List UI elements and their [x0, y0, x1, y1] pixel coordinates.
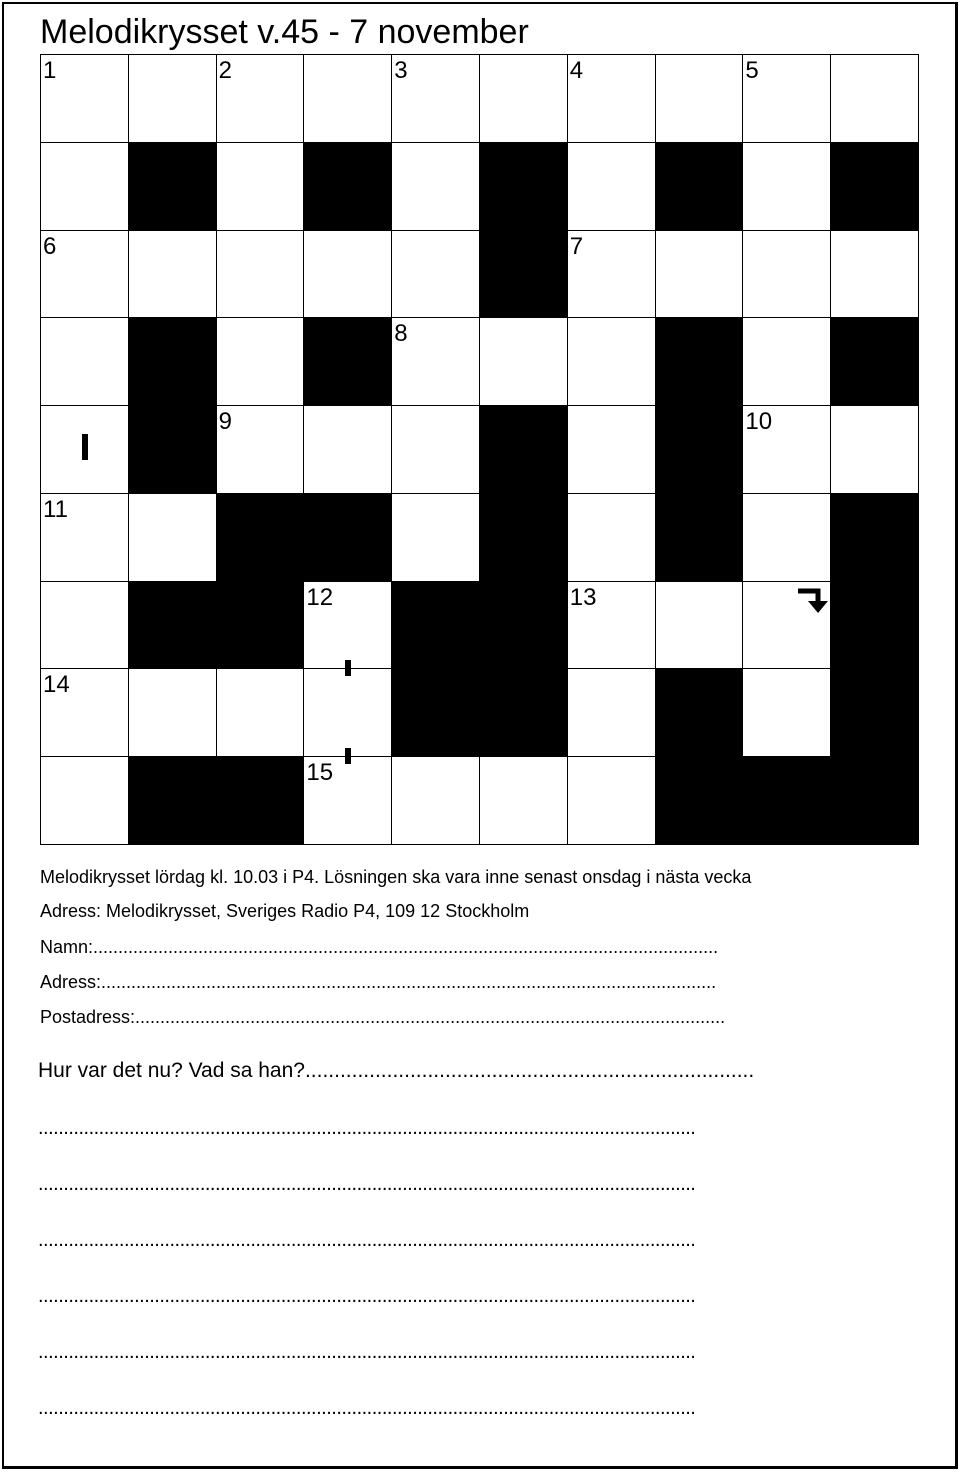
crossword-grid	[40, 54, 918, 844]
black-cell	[655, 142, 744, 231]
crossword-cell[interactable]	[40, 581, 129, 670]
question-line[interactable]: Hur var det nu? Vad sa han?.............................................................................	[38, 1059, 755, 1082]
crossword-cell[interactable]	[391, 493, 480, 582]
black-cell	[303, 142, 392, 231]
answer-line[interactable]: ..................................................................................................................................	[38, 1117, 696, 1139]
crossword-cell[interactable]	[479, 54, 568, 143]
crossword-cell[interactable]	[567, 317, 656, 406]
answer-line[interactable]: ..................................................................................................................................	[38, 1341, 696, 1363]
name-field[interactable]: Namn:.............................................................................................................................	[40, 937, 719, 957]
black-cell	[742, 756, 831, 845]
crossword-cell[interactable]	[303, 405, 392, 494]
word-separator-mark	[345, 660, 351, 676]
clue-number: 1	[43, 57, 57, 84]
black-cell	[655, 756, 744, 845]
black-cell	[479, 493, 568, 582]
crossword-cell[interactable]	[567, 581, 656, 670]
crossword-cell[interactable]	[655, 54, 744, 143]
crossword-cell[interactable]	[303, 230, 392, 319]
black-cell	[128, 405, 217, 494]
black-cell	[655, 668, 744, 757]
crossword-cell[interactable]	[567, 668, 656, 757]
clue-number: 11	[43, 495, 68, 523]
crossword-cell[interactable]	[40, 230, 129, 319]
address-field[interactable]: Adress:...........................................................................................................................	[40, 972, 717, 992]
black-cell	[830, 493, 919, 582]
crossword-cell[interactable]	[40, 493, 129, 582]
clue-number: 3	[394, 57, 408, 84]
crossword-cell[interactable]	[216, 317, 305, 406]
crossword-cell[interactable]	[391, 405, 480, 494]
clue-number: 4	[569, 57, 584, 84]
crossword-cell[interactable]	[567, 493, 656, 582]
clue-number: 13	[569, 583, 597, 611]
black-cell	[128, 756, 217, 845]
page-title: Melodikrysset v.45 - 7 november	[40, 13, 529, 51]
black-cell	[128, 317, 217, 406]
turn-arrow-icon	[796, 587, 830, 615]
clue-number: 10	[745, 408, 773, 436]
answer-line[interactable]: ..................................................................................................................................	[38, 1285, 696, 1307]
word-separator-mark	[82, 434, 88, 460]
crossword-cell[interactable]	[742, 405, 831, 494]
black-cell	[303, 317, 392, 406]
clue-number: 8	[394, 320, 408, 348]
crossword-cell[interactable]	[303, 54, 392, 143]
clue-number: 2	[218, 57, 232, 84]
info-line-schedule: Melodikrysset lördag kl. 10.03 i P4. Lösningen ska vara inne senast onsdag i nästa vecka	[40, 867, 752, 887]
black-cell	[830, 317, 919, 406]
black-cell	[655, 405, 744, 494]
crossword-cell[interactable]	[655, 230, 744, 319]
crossword-cell[interactable]	[742, 54, 831, 143]
crossword-cell[interactable]	[303, 756, 392, 845]
crossword-cell[interactable]	[303, 581, 392, 670]
black-cell	[479, 142, 568, 231]
answer-line[interactable]: ..................................................................................................................................	[38, 1173, 696, 1195]
info-line-address: Adress: Melodikrysset, Sveriges Radio P4, 109 12 Stockholm	[40, 901, 530, 921]
black-cell	[655, 317, 744, 406]
answer-line[interactable]: ..................................................................................................................................	[38, 1229, 696, 1251]
crossword-cell[interactable]	[479, 317, 568, 406]
black-cell	[830, 756, 919, 845]
crossword-cell[interactable]	[742, 142, 831, 231]
clue-number: 9	[218, 408, 232, 436]
crossword-cell[interactable]	[391, 54, 480, 143]
black-cell	[128, 581, 217, 670]
crossword-cell[interactable]	[216, 668, 305, 757]
crossword-cell[interactable]	[40, 317, 129, 406]
black-cell	[216, 493, 305, 582]
clue-number: 12	[306, 583, 334, 611]
black-cell	[479, 405, 568, 494]
black-cell	[830, 581, 919, 670]
crossword-cell[interactable]	[40, 142, 129, 231]
black-cell	[479, 581, 568, 670]
black-cell	[655, 493, 744, 582]
black-cell	[830, 668, 919, 757]
crossword-cell[interactable]	[391, 317, 480, 406]
crossword-cell[interactable]	[128, 493, 217, 582]
crossword-cell[interactable]	[128, 230, 217, 319]
crossword-cell[interactable]	[128, 54, 217, 143]
crossword-cell[interactable]	[216, 230, 305, 319]
crossword-cell[interactable]	[40, 756, 129, 845]
answer-line[interactable]: ..................................................................................................................................	[38, 1397, 696, 1419]
clue-number: 14	[43, 671, 70, 699]
crossword-cell[interactable]	[40, 54, 129, 143]
crossword-cell[interactable]	[40, 668, 129, 757]
crossword-cell[interactable]	[655, 581, 744, 670]
clue-number: 7	[569, 232, 584, 260]
crossword-cell[interactable]	[479, 756, 568, 845]
black-cell	[128, 142, 217, 231]
crossword-cell[interactable]	[830, 54, 919, 143]
crossword-cell[interactable]	[391, 230, 480, 319]
crossword-cell[interactable]	[742, 230, 831, 319]
crossword-cell[interactable]	[567, 54, 656, 143]
black-cell	[479, 230, 568, 319]
crossword-cell[interactable]	[742, 668, 831, 757]
black-cell	[216, 581, 305, 670]
crossword-cell[interactable]	[128, 668, 217, 757]
crossword-cell[interactable]	[391, 756, 480, 845]
crossword-cell[interactable]	[742, 317, 831, 406]
black-cell	[216, 756, 305, 845]
crossword-cell[interactable]	[567, 756, 656, 845]
black-cell	[303, 493, 392, 582]
crossword-cell[interactable]	[567, 230, 656, 319]
crossword-cell[interactable]	[830, 405, 919, 494]
crossword-cell[interactable]	[742, 493, 831, 582]
black-cell	[479, 668, 568, 757]
black-cell	[830, 142, 919, 231]
crossword-cell[interactable]	[216, 405, 305, 494]
clue-number: 5	[745, 57, 759, 84]
crossword-cell[interactable]	[391, 142, 480, 231]
crossword-cell[interactable]	[216, 54, 305, 143]
clue-number: 15	[306, 759, 334, 787]
clue-number: 6	[43, 232, 57, 260]
crossword-cell[interactable]	[303, 668, 392, 757]
black-cell	[391, 668, 480, 757]
black-cell	[391, 581, 480, 670]
crossword-cell[interactable]	[567, 405, 656, 494]
word-separator-mark	[345, 748, 351, 764]
crossword-cell[interactable]	[567, 142, 656, 231]
crossword-cell[interactable]	[830, 230, 919, 319]
postal-address-field[interactable]: Postadress:......................................................................................................................	[40, 1007, 726, 1027]
crossword-cell[interactable]	[216, 142, 305, 231]
